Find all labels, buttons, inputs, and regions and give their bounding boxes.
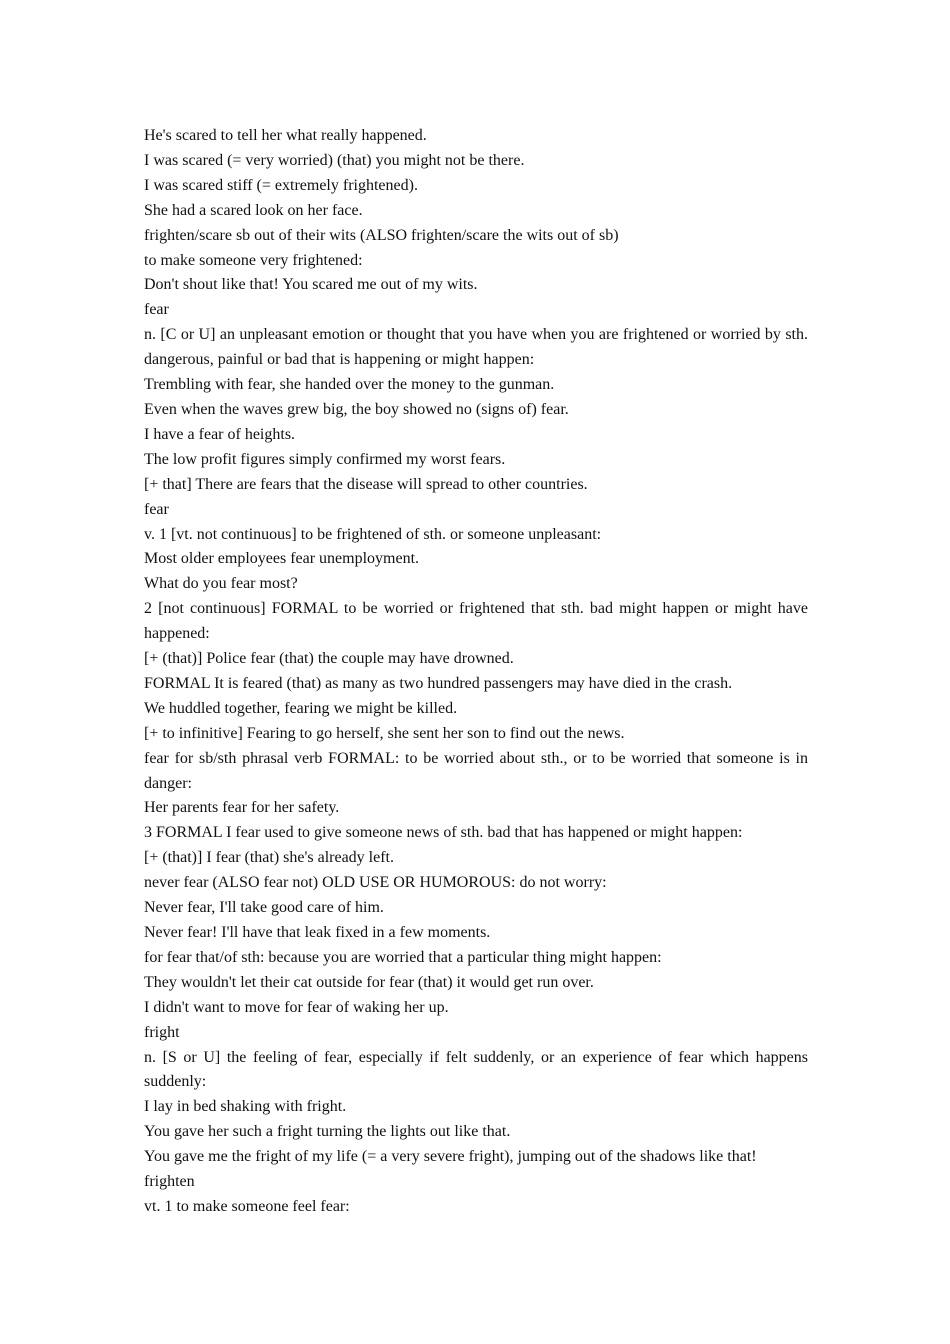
definition-line: 3 FORMAL I fear used to give someone news of sth. bad that has happened or might happen:	[144, 824, 743, 842]
text-line: I lay in bed shaking with fright.	[144, 1098, 347, 1116]
document-body	[144, 124, 808, 1220]
text-line: Never fear! I'll have that leak fixed in a few moments.	[144, 924, 491, 941]
text-line: He's scared to tell her what really happened.	[144, 127, 427, 144]
text-line: We huddled together, fearing we might be killed.	[144, 699, 458, 717]
definition-line: v. 1 [vt. not continuous] to be frightened of sth. or someone unpleasant:	[144, 525, 602, 543]
definition-line: n. [C or U] an unpleasant emotion or thought that you have when you are frightened or worried by sth. dangerous, painful or bad that is happening or might happen:	[144, 326, 808, 369]
headword-fear-verb: fear	[144, 500, 169, 518]
text-line: [+ to infinitive] Fearing to go herself, she sent her son to find out the news.	[144, 724, 625, 742]
text-line: [+ (that)] Police fear (that) the couple may have drowned.	[144, 650, 514, 668]
text-line: You gave her such a fright turning the lights out like that.	[144, 1123, 511, 1141]
text-line: You gave me the fright of my life (= a very severe fright), jumping out of the shadows like that!	[144, 1148, 757, 1166]
headword-fear-noun: fear	[144, 301, 169, 319]
text-line: never fear (ALSO fear not) OLD USE OR HUMOROUS: do not worry:	[144, 874, 607, 892]
headword-frighten: frighten	[144, 1173, 195, 1191]
text-line: She had a scared look on her face.	[144, 201, 363, 219]
text-line: FORMAL It is feared (that) as many as two hundred passengers may have died in the crash.	[144, 674, 733, 692]
text-line: The low profit figures simply confirmed my worst fears.	[144, 450, 506, 468]
definition-line: vt. 1 to make someone feel fear:	[144, 1197, 350, 1215]
text-line: Never fear, I'll take good care of him.	[144, 899, 384, 917]
text-line: [+ (that)] I fear (that) she's already left.	[144, 849, 394, 867]
text-line: Trembling with fear, she handed over the money to the gunman.	[144, 376, 555, 394]
text-line: I have a fear of heights.	[144, 425, 296, 443]
text-line: They wouldn't let their cat outside for fear (that) it would get run over.	[144, 973, 594, 991]
definition-line: n. [S or U] the feeling of fear, especially if felt suddenly, or an experience of fear which happens suddenly:	[144, 1048, 808, 1091]
headword-fright: fright	[144, 1023, 180, 1041]
text-line: Don't shout like that! You scared me out of my wits.	[144, 276, 478, 294]
text-line: Even when the waves grew big, the boy showed no (signs of) fear.	[144, 400, 569, 418]
text-line: frighten/scare sb out of their wits (ALSO frighten/scare the wits out of sb)	[144, 226, 619, 244]
text-line: for fear that/of sth: because you are worried that a particular thing might happen:	[144, 948, 662, 966]
text-line: I didn't want to move for fear of waking her up.	[144, 998, 449, 1016]
text-line: to make someone very frightened:	[144, 251, 363, 269]
text-line: Her parents fear for her safety.	[144, 799, 340, 817]
text-line: I was scared (= very worried) (that) you might not be there.	[144, 151, 525, 169]
text-line: I was scared stiff (= extremely frightened).	[144, 176, 418, 194]
text-line: Most older employees fear unemployment.	[144, 550, 420, 568]
text-line: What do you fear most?	[144, 575, 298, 593]
text-line: [+ that] There are fears that the disease will spread to other countries.	[144, 475, 588, 493]
definition-line: 2 [not continuous] FORMAL to be worried or frightened that sth. bad might happen or might have happened:	[144, 600, 808, 643]
definition-line: fear for sb/sth phrasal verb FORMAL: to be worried about sth., or to be worried that someone is in danger:	[144, 749, 808, 792]
